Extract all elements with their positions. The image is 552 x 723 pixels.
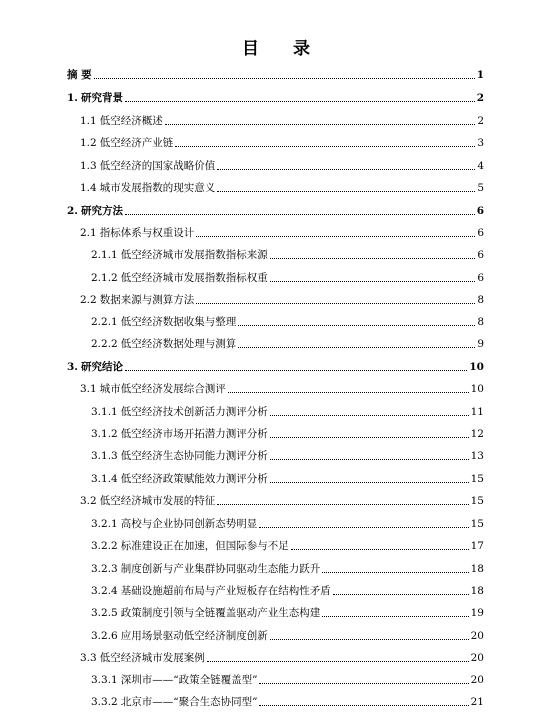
toc-entry-text: 低空经济城市发展指数指标来源 (120, 249, 268, 261)
toc-entry-number: 3.1 (80, 383, 97, 395)
toc-entry-label (91, 562, 320, 576)
toc-entry[interactable] (67, 89, 484, 105)
toc-entry-label (80, 136, 173, 150)
toc-leader-dots (270, 639, 469, 640)
toc-entry-label (67, 360, 123, 374)
toc-entry-label (91, 695, 257, 709)
toc-entry[interactable] (80, 112, 484, 128)
toc-entry-label (91, 337, 236, 351)
toc-entry-text: 低空经济城市发展的特征 (99, 495, 216, 507)
toc-entry-label (91, 539, 289, 553)
toc-title: 目 录 (242, 39, 324, 59)
toc-entry-text: 政策制度引领与全链覆盖驱动产业生态构建 (120, 607, 321, 619)
toc-entry[interactable] (91, 447, 484, 463)
toc-entry-number: 2.2.2 (91, 338, 118, 350)
toc-leader-dots (291, 549, 469, 550)
toc-page-number: 6 (477, 249, 484, 261)
toc-entry-text: 指标体系与权重设计 (99, 227, 195, 239)
toc-page-number: 18 (470, 585, 484, 597)
toc-page-number: 8 (477, 294, 484, 306)
toc-page-number: 17 (470, 540, 484, 552)
toc-entry-number: 3.3 (80, 652, 97, 664)
toc-entry-text: 低空经济数据处理与测算 (120, 338, 237, 350)
toc-entry-text: 研究方法 (80, 205, 123, 217)
toc-page-number: 6 (477, 272, 484, 284)
toc-entry[interactable] (91, 269, 484, 285)
toc-page-number: 6 (477, 227, 484, 239)
toc-leader-dots (270, 281, 476, 282)
toc-leader-dots (125, 214, 475, 215)
toc-entry-text: 城市发展指数的现实意义 (99, 182, 216, 194)
toc-entry-number: 3.2.6 (91, 630, 118, 642)
toc-page-number: 18 (470, 563, 484, 575)
toc-page-number: 4 (477, 160, 484, 172)
toc-entry-label (67, 91, 123, 105)
toc-page-number: 10 (470, 383, 484, 395)
toc-page-number: 20 (470, 652, 484, 664)
toc-leader-dots (175, 146, 475, 147)
toc-entry-text: 应用场景驱动低空经济制度创新 (120, 630, 268, 642)
toc-entry[interactable] (91, 515, 484, 531)
toc-entry-text: 研究背景 (80, 92, 123, 104)
toc-entry-text: 低空经济数据收集与整理 (120, 316, 237, 328)
toc-entry[interactable] (91, 335, 484, 351)
toc-entry-text: 低空经济的国家战略价值 (99, 160, 216, 172)
toc-entry-text: 低空经济市场开拓潜力测评分析 (120, 428, 268, 440)
toc-entry[interactable] (67, 358, 484, 374)
toc-page-number: 8 (477, 316, 484, 328)
toc-page-number: 10 (469, 361, 484, 373)
toc-entry-label (80, 494, 215, 508)
toc-entry[interactable] (91, 560, 484, 576)
toc-leader-dots (165, 124, 476, 125)
toc-leader-dots (259, 683, 468, 684)
toc-entry-text: 低空经济生态协同能力测评分析 (120, 450, 268, 462)
toc-entry-text: 低空经济概述 (99, 115, 163, 127)
toc-entry-number: 1.4 (80, 182, 97, 194)
toc-page-number: 15 (470, 495, 484, 507)
toc-entry-text: 基础设施超前布局与产业短板存在结构性矛盾 (120, 585, 331, 597)
toc-entry[interactable] (80, 291, 484, 307)
toc-entry-text: 低空经济政策赋能效力测评分析 (120, 473, 268, 485)
toc-page-number: 9 (477, 338, 484, 350)
toc-page-number: 13 (470, 450, 484, 462)
toc-entry-number: 3. (67, 361, 78, 373)
toc-entry-text: 高校与企业协同创新态势明显 (120, 518, 258, 530)
toc-entry[interactable] (67, 202, 484, 218)
toc-entry-label (91, 472, 268, 486)
toc-entry-text: 摘 要 (67, 69, 92, 81)
toc-entry-number: 1.2 (80, 137, 97, 149)
toc-entry-text: 低空经济城市发展指数指标权重 (120, 272, 268, 284)
toc-page-number: 15 (470, 518, 484, 530)
toc-leader-dots (217, 191, 475, 192)
toc-entry[interactable] (80, 157, 484, 173)
toc-leader-dots (322, 572, 468, 573)
toc-leader-dots (217, 169, 475, 170)
toc-entry-number: 3.2.2 (91, 540, 118, 552)
toc-entry-number: 3.1.2 (91, 428, 118, 440)
toc-entry[interactable] (91, 693, 484, 709)
toc-entry[interactable] (80, 492, 484, 508)
toc-leader-dots (270, 437, 469, 438)
toc-leader-dots (125, 370, 467, 371)
toc-entry-label (80, 651, 205, 665)
toc-entry-text: 标准建设正在加速，但国际参与不足 (120, 540, 289, 552)
toc-entry-label (91, 629, 268, 643)
toc-entry-text: 数据来源与测算方法 (99, 294, 195, 306)
toc-entry-label (91, 315, 236, 329)
toc-entry[interactable] (91, 671, 484, 687)
toc-entry-number: 3.1.4 (91, 473, 118, 485)
toc-leader-dots (228, 392, 469, 393)
toc-entry-number: 3.3.2 (91, 696, 118, 708)
toc-entry-label (80, 226, 194, 240)
toc-entry-number: 3.2.3 (91, 563, 118, 575)
toc-entry-label (91, 405, 268, 419)
toc-entry-text: 城市低空经济发展综合测评 (99, 383, 226, 395)
toc-page-number: 15 (470, 473, 484, 485)
toc-leader-dots (196, 236, 475, 237)
toc-entry-text: 北京市——“聚合生态协同型” (120, 696, 258, 708)
toc-page-number: 21 (470, 696, 484, 708)
toc-entry[interactable] (91, 403, 484, 419)
toc-entry[interactable] (80, 649, 484, 665)
toc-page-number: 6 (476, 205, 484, 217)
toc-leader-dots (259, 527, 468, 528)
toc-entry-label (67, 204, 123, 218)
toc-entry-number: 3.2.4 (91, 585, 118, 597)
toc-entry-number: 1.3 (80, 160, 97, 172)
toc-leader-dots (270, 415, 469, 416)
toc-entry[interactable] (91, 582, 484, 598)
toc-entry-label (91, 271, 268, 285)
toc-entry-number: 2. (67, 205, 78, 217)
toc-leader-dots (259, 705, 468, 706)
toc-entry[interactable] (91, 537, 484, 553)
toc-page-number: 19 (470, 607, 484, 619)
toc-entry-number: 1. (67, 92, 78, 104)
toc-entry-label (80, 159, 215, 173)
toc-entry[interactable] (80, 224, 484, 240)
toc-leader-dots (270, 482, 469, 483)
toc-entry-number: 1.1 (80, 115, 97, 127)
toc-entry[interactable] (91, 604, 484, 620)
toc-leader-dots (125, 101, 475, 102)
toc-page-number: 3 (477, 137, 484, 149)
toc-entry-label (91, 584, 331, 598)
toc-page-number: 1 (476, 69, 484, 81)
toc-entry[interactable] (91, 627, 484, 643)
toc-entry-number: 3.3.1 (91, 674, 118, 686)
toc-leader-dots (207, 661, 469, 662)
toc-entry[interactable] (80, 179, 484, 195)
toc-leader-dots (94, 78, 475, 79)
toc-entry-label (91, 673, 257, 687)
toc-entry-number: 2.1 (80, 227, 97, 239)
toc-entry-text: 低空经济技术创新活力测评分析 (120, 406, 268, 418)
toc-entry-label (80, 293, 194, 307)
toc-entry-label (91, 449, 268, 463)
toc-leader-dots (270, 258, 476, 259)
toc-entry[interactable] (91, 425, 484, 441)
toc-page-number: 11 (470, 406, 484, 418)
toc-entry[interactable] (80, 380, 484, 396)
toc-page-number: 20 (470, 630, 484, 642)
toc-entry[interactable] (67, 66, 484, 82)
toc-entry-label (91, 427, 268, 441)
toc-leader-dots (322, 616, 468, 617)
toc-leader-dots (333, 594, 469, 595)
toc-page-number: 5 (477, 182, 484, 194)
toc-entry-number: 2.2 (80, 294, 97, 306)
toc-entry-number: 3.2.5 (91, 607, 118, 619)
toc-entry[interactable] (91, 313, 484, 329)
toc-entry-text: 制度创新与产业集群协同驱动生态能力跃升 (120, 563, 321, 575)
toc-entry-number: 2.2.1 (91, 316, 118, 328)
toc-entry-label (91, 517, 257, 531)
toc-leader-dots (196, 303, 475, 304)
toc-entry-text: 低空经济城市发展案例 (99, 652, 205, 664)
toc-entry-number: 3.2 (80, 495, 97, 507)
toc-leader-dots (270, 459, 469, 460)
toc-page-number: 20 (470, 674, 484, 686)
toc-entry-number: 3.1.3 (91, 450, 118, 462)
toc-entry-number: 3.2.1 (91, 518, 118, 530)
toc-entry-text: 深圳市——“政策全链覆盖型” (120, 674, 258, 686)
toc-entry-text: 低空经济产业链 (99, 137, 174, 149)
toc-entry-label (67, 68, 92, 82)
toc-leader-dots (238, 347, 475, 348)
toc-page-number: 12 (470, 428, 484, 440)
toc-entry-text: 研究结论 (80, 361, 123, 373)
toc-leader-dots (238, 325, 475, 326)
toc-entry[interactable] (91, 470, 484, 486)
toc-entry-number: 2.1.2 (91, 272, 118, 284)
toc-entry[interactable] (91, 246, 484, 262)
toc-entry-label (80, 382, 226, 396)
toc-entry[interactable] (80, 134, 484, 150)
toc-leader-dots (217, 504, 468, 505)
toc-entry-number: 2.1.1 (91, 249, 118, 261)
toc-entry-label (91, 606, 320, 620)
toc-page-number: 2 (477, 115, 484, 127)
toc-entry-label (91, 248, 268, 262)
toc-entry-label (80, 181, 215, 195)
toc-entry-number: 3.1.1 (91, 406, 118, 418)
toc-entry-label (80, 114, 163, 128)
toc-page-number: 2 (476, 92, 484, 104)
